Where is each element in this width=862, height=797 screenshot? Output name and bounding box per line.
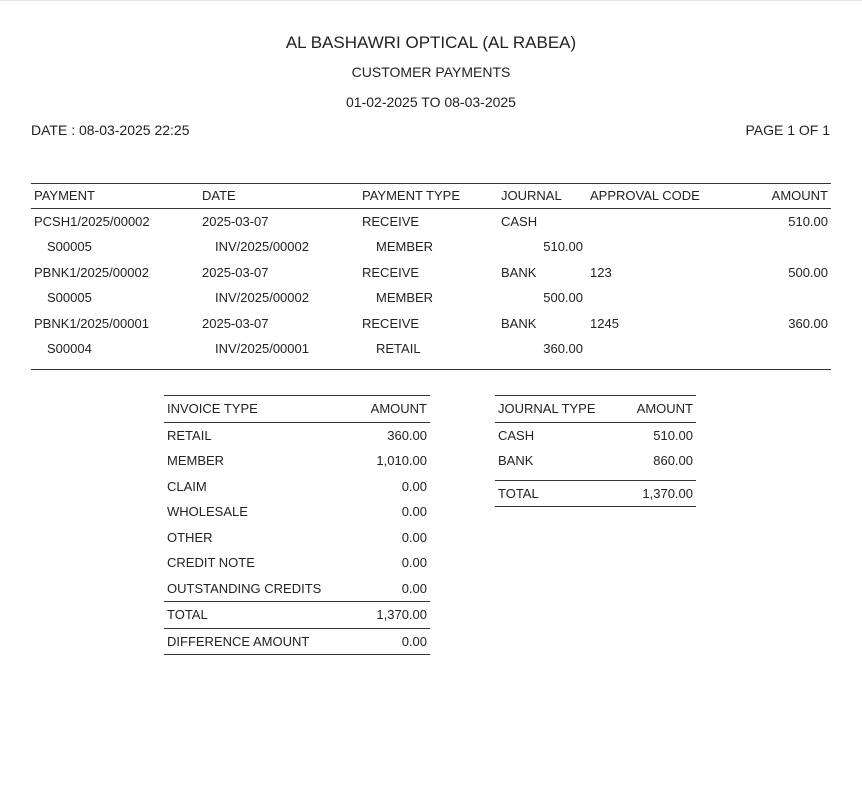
- payment-approval-code: 123: [590, 265, 612, 280]
- invoice-type-amount: 360.00: [387, 427, 427, 443]
- invoice-type-label: OTHER: [167, 529, 213, 545]
- invoice-line-amount: 510.00: [543, 239, 583, 254]
- customer-code: S00004: [47, 341, 92, 356]
- invoice-type: MEMBER: [376, 239, 434, 254]
- customer-code: S00005: [47, 239, 92, 254]
- table-row: [164, 448, 430, 474]
- invoice-type-label: WHOLESALE: [167, 504, 248, 520]
- invoice-type: MEMBER: [376, 290, 434, 305]
- total-row: [164, 602, 430, 629]
- table-row: [495, 448, 696, 474]
- invoice-type-amount: 0.00: [401, 478, 427, 494]
- invoice-type-amount: 1,010.00: [376, 453, 427, 469]
- page-info: PAGE 1 OF 1: [745, 122, 830, 138]
- invoice-type-label: CLAIM: [167, 478, 207, 494]
- payment-ref: PCSH1/2025/00002: [34, 214, 150, 229]
- invoice-type-label: OUTSTANDING CREDITS: [167, 580, 322, 596]
- total-amount: 1,370.00: [356, 602, 430, 629]
- journal-type-label: CASH: [498, 427, 535, 443]
- payment-date: 2025-03-07: [202, 316, 269, 331]
- payment-amount: 360.00: [788, 316, 828, 331]
- journal-type-label: BANK: [498, 453, 534, 469]
- payments-bottom-rule: [31, 369, 831, 370]
- payment-approval-code: 1245: [590, 316, 619, 331]
- invoice-type-label: CREDIT NOTE: [167, 555, 255, 571]
- invoice-ref: INV/2025/00002: [215, 290, 309, 305]
- invoice-ref: INV/2025/00001: [215, 341, 309, 356]
- payment-journal: BANK: [501, 265, 537, 280]
- payment-date: 2025-03-07: [202, 265, 269, 280]
- col-header-payment: PAYMENT: [34, 188, 95, 203]
- col-header-invoice-type: INVOICE TYPE: [164, 396, 356, 423]
- invoice-type-label: MEMBER: [167, 453, 225, 469]
- date-range: 01-02-2025 TO 08-03-2025: [346, 94, 516, 110]
- payment-type: RECEIVE: [362, 214, 420, 229]
- payment-date: 2025-03-07: [202, 214, 269, 229]
- invoice-type-amount: 0.00: [401, 555, 427, 571]
- col-header-amount: AMOUNT: [356, 396, 430, 423]
- invoice-type-amount: 0.00: [401, 529, 427, 545]
- table-row: [495, 422, 696, 448]
- table-header-row: [495, 396, 696, 423]
- payment-type: RECEIVE: [362, 316, 420, 331]
- journal-type-amount: 860.00: [653, 453, 693, 469]
- invoice-type-amount: 0.00: [401, 580, 427, 596]
- report-title: CUSTOMER PAYMENTS: [351, 64, 511, 80]
- payments-header-top-rule: [31, 183, 831, 184]
- invoice-type: RETAIL: [376, 341, 421, 356]
- journal-type-summary: [495, 395, 696, 507]
- table-row: [164, 499, 430, 525]
- invoice-line-amount: 500.00: [543, 290, 583, 305]
- difference-row: [164, 628, 430, 655]
- company-name: AL BASHAWRI OPTICAL (AL RABEA): [285, 33, 577, 52]
- table-header-row: [164, 396, 430, 423]
- invoice-type-summary: [164, 395, 430, 655]
- col-header-amount: AMOUNT: [771, 188, 828, 203]
- payment-amount: 510.00: [788, 214, 828, 229]
- payment-journal: CASH: [501, 214, 538, 229]
- page-top-border: [0, 0, 862, 1]
- payments-header-bottom-rule: [31, 208, 831, 209]
- printed-date: DATE : 08-03-2025 22:25: [31, 122, 190, 138]
- table-row: [164, 474, 430, 500]
- journal-type-amount: 510.00: [653, 427, 693, 443]
- col-header-payment-type: PAYMENT TYPE: [362, 188, 461, 203]
- total-amount: 1,370.00: [620, 480, 696, 507]
- difference-label: DIFFERENCE AMOUNT: [164, 628, 356, 655]
- col-header-approval-code: APPROVAL CODE: [590, 188, 700, 203]
- payment-ref: PBNK1/2025/00001: [34, 316, 149, 331]
- invoice-ref: INV/2025/00002: [215, 239, 309, 254]
- difference-amount: 0.00: [356, 628, 430, 655]
- table-row: [164, 550, 430, 576]
- total-label: TOTAL: [164, 602, 356, 629]
- payment-journal: BANK: [501, 316, 537, 331]
- payment-ref: PBNK1/2025/00002: [34, 265, 149, 280]
- col-header-date: DATE: [202, 188, 236, 203]
- col-header-journal-type: JOURNAL TYPE: [495, 396, 620, 423]
- col-header-journal: JOURNAL: [501, 188, 562, 203]
- invoice-type-label: RETAIL: [167, 427, 212, 443]
- table-row: [164, 422, 430, 448]
- col-header-amount: AMOUNT: [620, 396, 696, 423]
- table-row: [164, 576, 430, 602]
- table-row: [164, 525, 430, 551]
- customer-code: S00005: [47, 290, 92, 305]
- total-label: TOTAL: [495, 480, 620, 507]
- invoice-type-amount: 0.00: [401, 504, 427, 520]
- payment-amount: 500.00: [788, 265, 828, 280]
- invoice-line-amount: 360.00: [543, 341, 583, 356]
- total-row: [495, 480, 696, 507]
- payment-type: RECEIVE: [362, 265, 420, 280]
